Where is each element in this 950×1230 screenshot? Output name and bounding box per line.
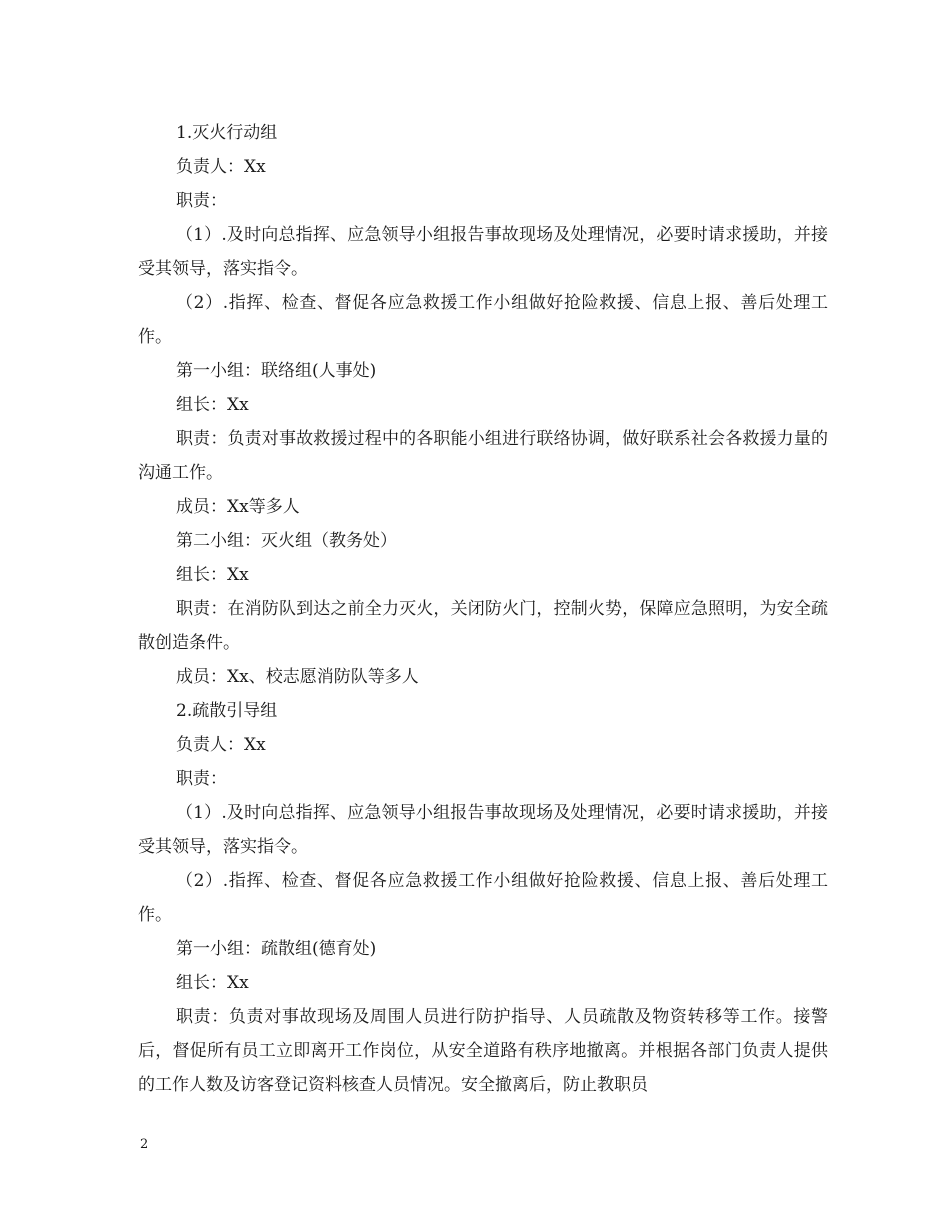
subgroup-duties: 职责：在消防队到达之前全力灭火，关闭防火门，控制火势，保障应急照明，为安全疏散创造条件。: [138, 599, 828, 653]
subgroup-firefighting-title: 第二小组：灭火组（教务处）: [176, 531, 397, 551]
responsible-person: 负责人：Xx: [176, 157, 266, 177]
subgroup-members: 成员：Xx、校志愿消防队等多人: [176, 667, 419, 687]
duty-item-1: （1）.及时向总指挥、应急领导小组报告事故现场及处理情况，必要时请求援助，并接受其领导，落实指令。: [138, 803, 828, 857]
subgroup-members: 成员：Xx等多人: [176, 497, 300, 517]
subgroup-duties: 职责：负责对事故救援过程中的各职能小组进行联络协调，做好联系社会各救援力量的沟通工作。: [138, 429, 828, 483]
section-heading-fire-action-group: 1.灭火行动组: [176, 123, 278, 143]
duty-item-1: （1）.及时向总指挥、应急领导小组报告事故现场及处理情况，必要时请求援助，并接受其领导，落实指令。: [138, 225, 828, 279]
duty-item-2: （2）.指挥、检查、督促各应急救援工作小组做好抢险救援、信息上报、善后处理工作。: [138, 871, 828, 925]
subgroup-leader: 组长：Xx: [176, 973, 249, 993]
subgroup-evacuation-title: 第一小组：疏散组(德育处): [176, 939, 377, 959]
subgroup-leader: 组长：Xx: [176, 565, 249, 585]
subgroup-liaison-title: 第一小组：联络组(人事处): [176, 361, 377, 381]
subgroup-duties: 职责：负责对事故现场及周围人员进行防护指导、人员疏散及物资转移等工作。接警后，督促所有员工立即离开工作岗位，从安全道路有秩序地撤离。并根据各部门负责人提供的工作人数及访客登记资料核查人员情况。安全撤离后，防止教职员: [138, 1007, 828, 1095]
duty-item-2: （2）.指挥、检查、督促各应急救援工作小组做好抢险救援、信息上报、善后处理工作。: [138, 293, 828, 347]
document-body: [138, 116, 828, 1102]
duties-label: 职责：: [176, 769, 227, 789]
page-number: 2: [140, 1137, 149, 1152]
responsible-person: 负责人：Xx: [176, 735, 266, 755]
duties-label: 职责：: [176, 191, 227, 211]
section-heading-evacuation-group: 2.疏散引导组: [176, 701, 278, 721]
subgroup-leader: 组长：Xx: [176, 395, 249, 415]
